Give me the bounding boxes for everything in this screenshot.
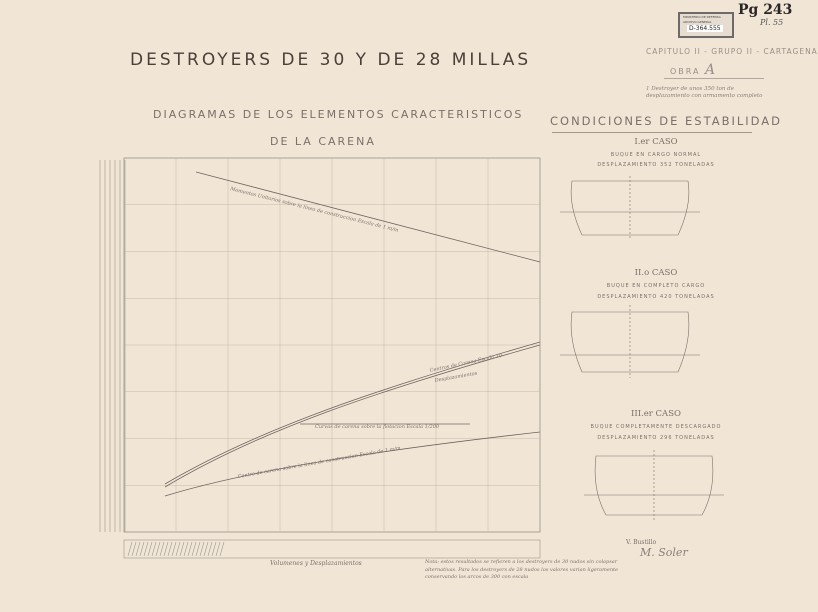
signature-label: V. Bustillo — [626, 539, 657, 546]
curve-desplazamiento — [165, 345, 540, 487]
bottom-scale-hatch — [176, 542, 180, 556]
curve-label-centros: Centros de Carena Escala 10 — [429, 352, 503, 374]
curve-centro-carena — [165, 432, 540, 496]
bottom-scale-hatch — [164, 542, 168, 556]
stamp-number: D-364.555 — [689, 25, 721, 32]
case-3-subtitle: BUQUE COMPLETAMENTE DESCARGADO — [590, 424, 722, 430]
bottom-scale-hatch — [192, 542, 196, 556]
case-3-title: III.er CASO — [630, 409, 681, 419]
case-2-title: II.o CASO — [634, 268, 678, 278]
bottom-scale-hatch — [152, 542, 156, 556]
diagram-title-2: DE LA CARENA — [270, 135, 376, 148]
diagram-title-1: DIAGRAMAS DE LOS ELEMENTOS CARACTERISTICOS — [153, 108, 524, 121]
case-1-displacement: DESPLAZAMIENTO 352 TONELADAS — [597, 162, 715, 168]
obra-letter: A — [705, 62, 718, 78]
hull-section-1 — [560, 176, 700, 240]
bottom-note: Nota: estos resultados se refieren a los destroyers de 30 nudos sin colapsar alternativas. Para los destroyers de 28 nudos los valores varian ligeramente conservando los arcos de 300 con escala — [425, 559, 619, 580]
bottom-scale-hatch — [212, 542, 216, 556]
signature: M. Soler — [640, 546, 688, 559]
bottom-scale-hatch — [132, 542, 136, 556]
curve-desplazamiento-2 — [165, 342, 540, 484]
bottom-scale-hatch — [168, 542, 172, 556]
page-number: Pg 243 — [738, 2, 793, 18]
bottom-scale-hatch — [156, 542, 160, 556]
bottom-scale-hatch — [188, 542, 192, 556]
case-1-subtitle: BUQUE EN CARGO NORMAL — [610, 152, 702, 158]
main-title: DESTROYERS DE 30 Y DE 28 MILLAS — [130, 50, 532, 70]
curve-label-centro-carena: Centro de carena sobre la linea de construccion Escala de 1 m/m — [237, 445, 402, 480]
stamp-line-2: ARCHIVO GENERAL — [683, 20, 712, 24]
bottom-scale-hatch — [184, 542, 188, 556]
bottom-axis-label: Volumenes y Desplazamientos — [270, 560, 362, 567]
bottom-scale-hatch — [160, 542, 164, 556]
bottom-scale-hatch — [128, 542, 132, 556]
curve-labels — [229, 186, 504, 480]
obra-note: 1 Destroyer de unos 350 ton de desplazamiento con armamento completo — [646, 86, 763, 99]
obra-label-text: OBRA — [670, 67, 701, 76]
bottom-scale-hatch — [200, 542, 204, 556]
plate-reference: Pl. 55 — [760, 18, 784, 27]
curve-momentos — [196, 172, 540, 262]
case-2-displacement: DESPLAZAMIENTO 420 TONELADAS — [597, 294, 715, 300]
bottom-scale-hatch — [136, 542, 140, 556]
bottom-scale-hatch — [144, 542, 148, 556]
chapter-heading: CAPITULO II - GRUPO II - CARTAGENA — [646, 47, 818, 56]
curve-label-desplazamientos: Desplazamientos — [434, 370, 478, 384]
hull-section-3 — [584, 450, 724, 520]
stamp-line-1: MINISTERIO DE DEFENSA — [683, 15, 721, 19]
case-2-subtitle: BUQUE EN COMPLETO CARGO — [606, 283, 706, 289]
bottom-scale-hatch — [196, 542, 200, 556]
case-3-displacement: DESPLAZAMIENTO 296 TONELADAS — [597, 435, 715, 441]
bottom-scale-hatch — [204, 542, 208, 556]
bottom-scale-frame — [124, 540, 540, 558]
case-1-title: I.er CASO — [634, 137, 678, 147]
hull-sections — [560, 176, 724, 520]
hull-section-2 — [560, 305, 700, 378]
bottom-scale-hatch — [172, 542, 176, 556]
bottom-scale-hatch — [148, 542, 152, 556]
bottom-scale — [124, 540, 540, 558]
bottom-scale-hatch — [180, 542, 184, 556]
curve-label-momentos: Momentos Unitarios sobre la linea de construccion Escala de 1 m/m — [229, 186, 399, 234]
curve-label-curvas: Curvas de carena sobre la flotacion Escala 1/200 — [315, 424, 440, 430]
bottom-scale-hatch — [140, 542, 144, 556]
bottom-scale-hatch — [220, 542, 224, 556]
stability-title: CONDICIONES DE ESTABILIDAD — [550, 114, 783, 128]
bottom-scale-hatch — [216, 542, 220, 556]
bottom-scale-hatch — [208, 542, 212, 556]
left-scales — [100, 160, 125, 532]
